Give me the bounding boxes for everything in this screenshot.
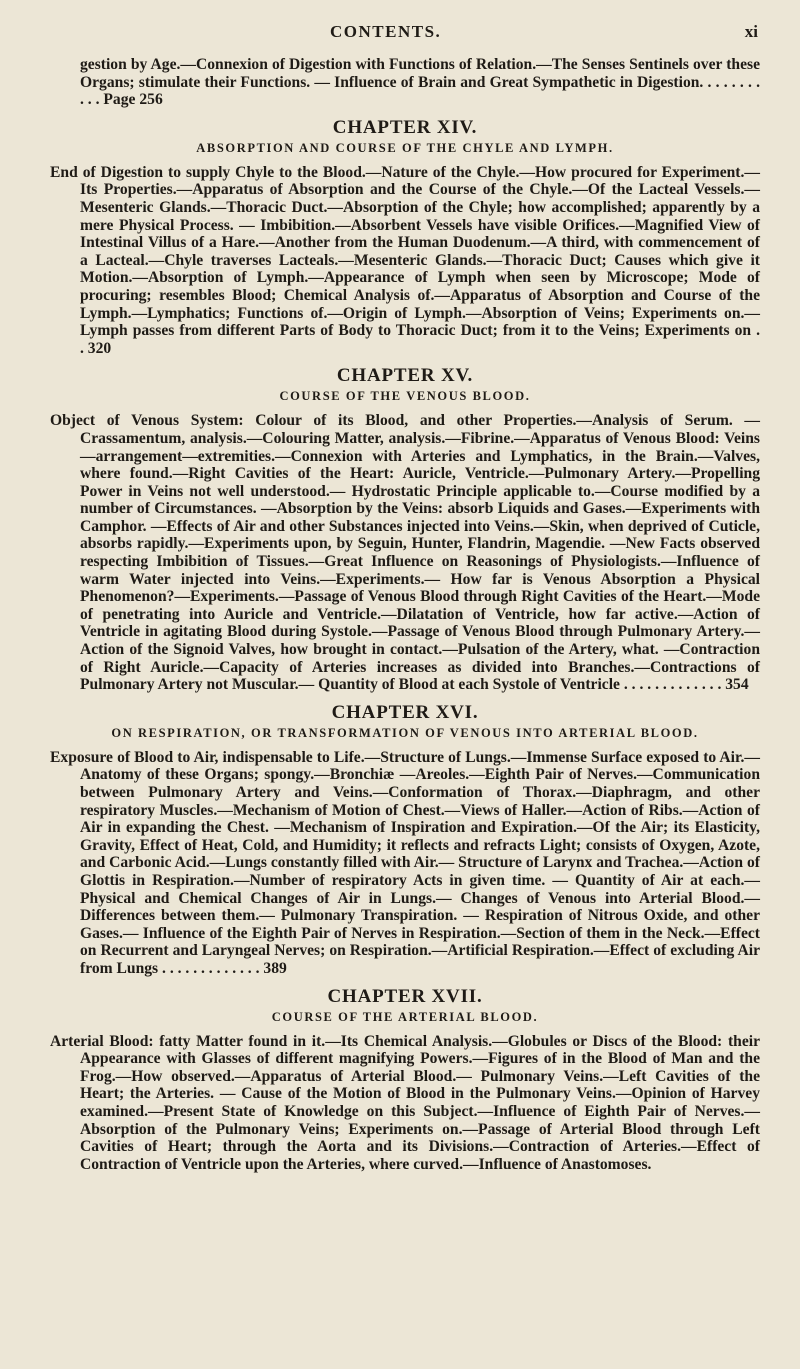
entry-text: gestion by Age.—Connexion of Digestion with Functions of Relation.—The Senses Sentinels over these Organs; stimulate their Functions. — Influence of Brain and Great Sympathetic in Digestion. . . . . . . . . . . — [80, 56, 760, 109]
chapter-entry — [50, 117, 760, 358]
chapter-entry — [50, 986, 760, 1174]
page-reference: . 389 — [255, 959, 287, 977]
continuation-entry — [50, 56, 760, 109]
running-title: CONTENTS. — [330, 22, 442, 41]
chapter-heading: CHAPTER XVI. — [331, 701, 479, 723]
contents-body — [50, 56, 760, 1173]
chapter-heading: CHAPTER XVII. — [327, 985, 483, 1007]
chapter-subheading: ON RESPIRATION, OR TRANSFORMATION OF VENOUS INTO ARTERIAL BLOOD. — [111, 725, 699, 740]
chapter-subheading: COURSE OF THE ARTERIAL BLOOD. — [271, 1009, 539, 1024]
chapter-summary — [50, 412, 760, 694]
entry-text: Exposure of Blood to Air, indispensable to Life.—Structure of Lungs.—Immense Surface exposed to Air.—Anatomy of these Organs; spongy.—Bronchiæ —Areoles.—Eighth Pair of Nerves.—Communication between Pulmonary Artery and Veins.—Conformation of Thorax.—Diaphragm, and other respiratory Muscles.—Mechanism of Motion of Chest.—Views of Haller.—Action of Ribs.—Action of Air in expanding the Chest. —Mechanism of Inspiration and Expiration.—Of the Air; its Elasticity, Gravity, Effect of Heat, Cold, and Humidity; it reflects and refracts Light; consists of Oxygen, Azote, and Carbonic Acid.—Lungs constantly filled with Air.— Structure of Larynx and Trachea.—Action of Glottis in Respiration.—Number of respiratory Acts in given time. — Quantity of Air at each.— Physical and Chemical Changes of Air in Lungs.— Changes of Venous into Arterial Blood.— Differences between them.— Pulmonary Transpiration. — Respiration of Nitrous Oxide, and other Gases.— Influence of the Eighth Pair of Nerves in Respiration.—Section of them in the Neck.—Effect on Recurrent and Laryngeal Nerves; on Respiration.—Artificial Respiration.—Effect of excluding Air from Lungs . . . . . . . . . . . . — [50, 748, 760, 977]
page-reference: . 354 — [717, 676, 749, 694]
page-number: xi — [744, 22, 758, 41]
chapter-subheading: COURSE OF THE VENOUS BLOOD. — [279, 389, 531, 404]
chapter-subheading: ABSORPTION AND COURSE OF THE CHYLE AND LYMPH. — [196, 140, 614, 155]
chapter-summary — [50, 749, 760, 978]
entry-text: Arterial Blood: fatty Matter found in it.—Its Chemical Analysis.—Globules or Discs of the Blood: their Appearance with Glasses of different magnifying Powers.—Figures of in the Blood of Man and the Frog.—How observed.—Apparatus of Arterial Blood.— Pulmonary Veins.—Left Cavities of the Heart; the Arteries. — Cause of the Motion of Blood in the Pulmonary Veins.—Opinion of Harvey examined.—Present State of Knowledge on this Subject.—Influence of Eighth Pair of Nerves.—Absorption of the Pulmonary Veins; Experiments on.—Passage of Arterial Blood through Left Cavities of Heart; through the Aorta and its Divisions.—Contraction of Arteries.—Effect of Contraction of Ventricle upon the Arteries, where curved.—Influence of Anastomoses. — [50, 1032, 760, 1173]
chapter-summary — [50, 1033, 760, 1174]
page-reference: Page 256 — [103, 91, 163, 109]
page-reference: . 320 — [80, 339, 112, 357]
chapter-summary — [50, 164, 760, 358]
chapter-heading: CHAPTER XV. — [336, 365, 474, 387]
entry-text: Object of Venous System: Colour of its Blood, and other Properties.—Analysis of Serum. —Crassamentum, analysis.—Colouring Matter, analysis.—Fibrine.—Apparatus of Venous Blood: Veins—arrangement—extremities.—Connexion with Arteries and Lymphatics, in the Brain.—Valves, where found.—Right Cavities of the Heart: Auricle, Ventricle.—Pulmonary Artery.—Propelling Power in Veins not well understood.— Hydrostatic Principle applicable to.—Course modified by a number of Circumstances. —Absorption by the Veins: absorb Liquids and Gases.—Experiments with Camphor. —Effects of Air and other Substances injected into Veins.—Skin, when deprived of Cuticle, absorbs rapidly.—Experiments upon, by Seguin, Hunter, Flandrin, Magendie. —New Facts observed respecting Imbibition of Tissues.—Great Influence on Reasonings of Physiologists.—Influence of warm Water injected into Veins.—Experiments.— How far is Venous Absorption a Physical Phenomenon?—Experiments.—Passage of Venous Blood through Right Cavities of the Heart.—Mode of penetrating into Auricle and Ventricle.—Dilatation of Ventricle, how far active.—Action of Ventricle in agitating Blood during Systole.—Passage of Venous Blood through Pulmonary Artery.— Action of the Signoid Valves, how brought in contact.—Pulsation of the Artery, what. —Contraction of Right Auricle.—Capacity of Arteries increases as divided into Branches.—Contractions of Pulmonary Artery not Muscular.— Quantity of Blood at each Systole of Ventricle . . . . . . . . . . . . — [50, 412, 760, 694]
chapter-entry — [50, 702, 760, 978]
chapter-heading: CHAPTER XIV. — [332, 116, 478, 138]
chapter-entry — [50, 365, 760, 694]
running-head — [0, 22, 800, 44]
entry-text: End of Digestion to supply Chyle to the Blood.—Nature of the Chyle.—How procured for Experiment.—Its Properties.—Apparatus of Absorption and the Course of the Chyle.—Of the Lacteal Vessels.—Mesenteric Glands.—Thoracic Duct.—Absorption of the Chyle; how accomplished; apparently by a mere Physical Process. — Imbibition.—Absorbent Vessels have visible Orifices.—Magnified View of Intestinal Villus of a Hare.—Another from the Human Duodenum.—A third, with commencement of a Lacteal.—Chyle traverses Lacteals.—Mesenteric Glands.—Thoracic Duct; Causes which give it Motion.—Absorption of Lymph.—Appearance of Lymph when seen by Microscope; Mode of procuring; resembles Blood; Chemical Analysis of.—Apparatus of Absorption and Course of the Lymph.—Lymphatics; Functions of.—Origin of Lymph.—Absorption of Veins; Experiments on.— Lymph passes from different Parts of Body to Thoracic Duct; from it to the Veins; Experiments on . — [50, 163, 760, 340]
